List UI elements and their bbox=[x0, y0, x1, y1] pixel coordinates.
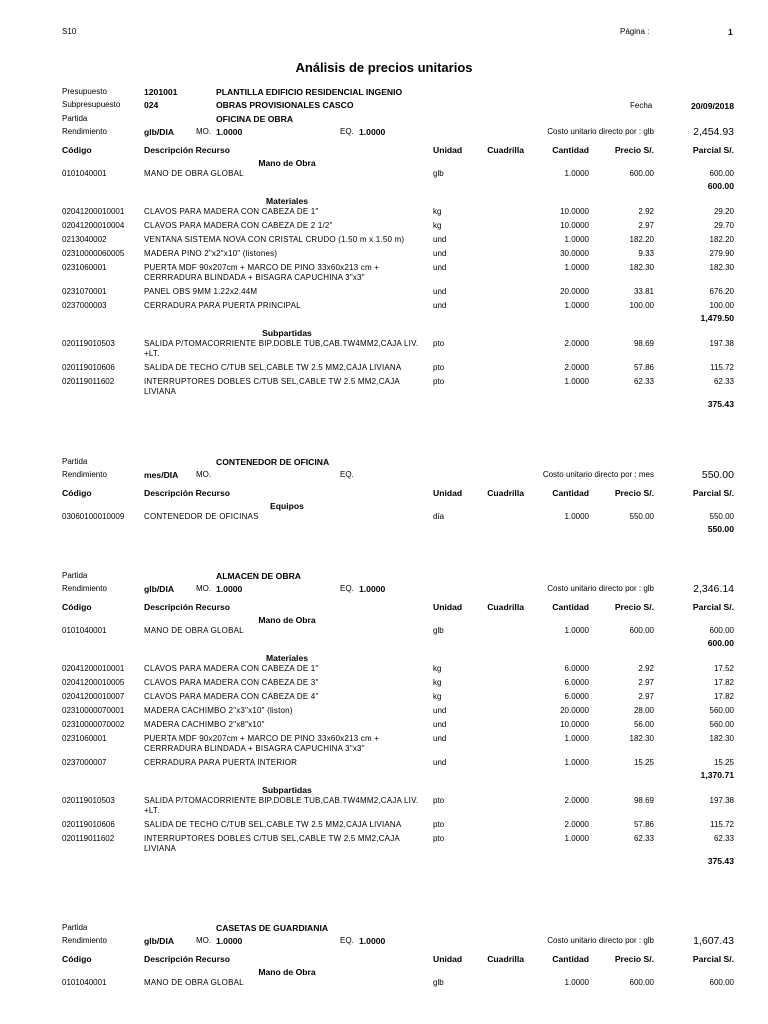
mo-value: 1.0000 bbox=[216, 936, 243, 946]
rendimiento-unit: mes/DIA bbox=[144, 470, 179, 480]
row-unit: pto bbox=[433, 377, 445, 386]
row-code: 02041200010007 bbox=[62, 692, 125, 701]
row-description: INTERRUPTORES DOBLES C/TUB SEL,CABLE TW 2.5 MM2,CAJA LIVIANA bbox=[144, 834, 400, 853]
row-unit: und bbox=[433, 249, 447, 258]
rendimiento-unit: glb/DIA bbox=[144, 127, 175, 137]
row-quantity: 1.0000 bbox=[564, 834, 589, 843]
row-quantity: 2.0000 bbox=[564, 363, 589, 372]
row-code: 02041200010004 bbox=[62, 221, 125, 230]
row-description: SALIDA DE TECHO C/TUB SEL,CABLE TW 2.5 MM2,CAJA LIVIANA bbox=[144, 363, 402, 372]
row-description: SALIDA DE TECHO C/TUB SEL,CABLE TW 2.5 MM2,CAJA LIVIANA bbox=[144, 820, 402, 829]
row-price: 56.00 bbox=[633, 720, 654, 729]
row-price: 600.00 bbox=[629, 169, 654, 178]
row-price: 62.33 bbox=[633, 377, 654, 386]
row-description: PUERTA MDF 90x207cm + MARCO DE PINO 33x60x213 cm + CERRRADURA BLINDADA + BISAGRA CAPUCHINA 3"x3" bbox=[144, 734, 380, 753]
row-code: 0231060001 bbox=[62, 734, 107, 743]
col-cantidad: Cantidad bbox=[552, 602, 589, 612]
col-codigo: Código bbox=[62, 954, 92, 964]
costo-label: Costo unitario directo por : glb bbox=[547, 127, 654, 136]
row-price: 98.69 bbox=[633, 339, 654, 348]
row-description: SALIDA P/TOMACORRIENTE BIP.DOBLE TUB,CAB.TW4MM2,CAJA LIV. +LT. bbox=[144, 796, 419, 815]
row-description: MADERA PINO 2"x2"x10" (listones) bbox=[144, 249, 278, 258]
row-description: CLAVOS PARA MADERA CON CABEZA DE 3" bbox=[144, 678, 319, 687]
mo-label: MO. bbox=[196, 936, 212, 945]
row-unit: pto bbox=[433, 339, 445, 348]
row-description: MADERA CACHIMBO 2"x8"x10" bbox=[144, 720, 265, 729]
row-description: MANO DE OBRA GLOBAL bbox=[144, 169, 244, 178]
rendimiento-label: Rendimiento bbox=[62, 127, 107, 136]
row-description: CONTENEDOR DE OFICINAS bbox=[144, 512, 259, 521]
row-partial: 197.38 bbox=[709, 339, 734, 348]
costo-label: Costo unitario directo por : mes bbox=[542, 470, 654, 479]
col-parcial: Parcial S/. bbox=[692, 145, 734, 155]
row-unit: glb bbox=[433, 978, 444, 987]
col-precio: Precio S/. bbox=[614, 145, 654, 155]
row-price: 2.97 bbox=[638, 221, 654, 230]
row-price: 15.25 bbox=[633, 758, 654, 767]
eq-label: EQ. bbox=[340, 470, 354, 479]
row-code: 02041200010001 bbox=[62, 664, 125, 673]
row-code: 03060100010009 bbox=[62, 512, 125, 521]
row-partial: 560.00 bbox=[709, 706, 734, 715]
row-unit: día bbox=[433, 512, 445, 521]
row-unit: kg bbox=[433, 664, 442, 673]
row-quantity: 1.0000 bbox=[564, 734, 589, 743]
col-cuadrilla: Cuadrilla bbox=[487, 954, 524, 964]
section-title: Materiales bbox=[265, 196, 309, 206]
row-code: 0101040001 bbox=[62, 978, 107, 987]
row-unit: und bbox=[433, 263, 447, 272]
row-unit: pto bbox=[433, 820, 445, 829]
row-quantity: 6.0000 bbox=[564, 664, 589, 673]
section-subtotal: 600.00 bbox=[707, 181, 734, 191]
costo-value: 2,346.14 bbox=[693, 583, 734, 595]
row-partial: 17.52 bbox=[713, 664, 734, 673]
section-subtotal: 600.00 bbox=[707, 638, 734, 648]
row-price: 100.00 bbox=[629, 301, 654, 310]
row-price: 600.00 bbox=[629, 626, 654, 635]
row-code: 020119010606 bbox=[62, 363, 115, 372]
costo-label: Costo unitario directo por : glb bbox=[547, 584, 654, 593]
row-partial: 100.00 bbox=[709, 301, 734, 310]
row-quantity: 20.0000 bbox=[560, 706, 589, 715]
col-codigo: Código bbox=[62, 145, 92, 155]
col-parcial: Parcial S/. bbox=[692, 488, 734, 498]
row-code: 02310000070001 bbox=[62, 706, 125, 715]
section-subtotal: 1,479.50 bbox=[700, 313, 734, 323]
row-unit: pto bbox=[433, 796, 445, 805]
row-quantity: 1.0000 bbox=[564, 301, 589, 310]
row-code: 02310000060005 bbox=[62, 249, 125, 258]
mo-value: 1.0000 bbox=[216, 127, 243, 137]
partida-name: ALMACEN DE OBRA bbox=[216, 571, 301, 581]
row-price: 600.00 bbox=[629, 978, 654, 987]
row-code: 020119010503 bbox=[62, 339, 115, 348]
row-quantity: 2.0000 bbox=[564, 796, 589, 805]
row-unit: und bbox=[433, 287, 447, 296]
row-quantity: 20.0000 bbox=[560, 287, 589, 296]
col-cuadrilla: Cuadrilla bbox=[487, 602, 524, 612]
row-partial: 17.82 bbox=[713, 678, 734, 687]
row-partial: 600.00 bbox=[709, 626, 734, 635]
row-partial: 560.00 bbox=[709, 720, 734, 729]
row-partial: 600.00 bbox=[709, 169, 734, 178]
row-partial: 550.00 bbox=[709, 512, 734, 521]
costo-value: 2,454.93 bbox=[693, 126, 734, 138]
partida-name: CONTENEDOR DE OFICINA bbox=[216, 457, 330, 467]
row-price: 62.33 bbox=[633, 834, 654, 843]
row-price: 2.92 bbox=[638, 207, 654, 216]
eq-value: 1.0000 bbox=[359, 127, 386, 137]
mo-label: MO. bbox=[196, 584, 212, 593]
row-description: MANO DE OBRA GLOBAL bbox=[144, 626, 244, 635]
row-partial: 279.90 bbox=[709, 249, 734, 258]
rendimiento-label: Rendimiento bbox=[62, 470, 107, 479]
row-code: 020119010503 bbox=[62, 796, 115, 805]
row-description: CLAVOS PARA MADERA CON CABEZA DE 4" bbox=[144, 692, 319, 701]
mo-label: MO. bbox=[196, 470, 212, 479]
row-partial: 62.33 bbox=[713, 377, 734, 386]
row-partial: 115.72 bbox=[710, 363, 734, 372]
section-title: Mano de Obra bbox=[258, 615, 316, 625]
row-price: 9.33 bbox=[638, 249, 654, 258]
report-code: S10 bbox=[62, 27, 77, 36]
row-code: 020119011602 bbox=[62, 377, 115, 386]
row-partial: 182.30 bbox=[709, 263, 734, 272]
row-description: INTERRUPTORES DOBLES C/TUB SEL,CABLE TW 2.5 MM2,CAJA LIVIANA bbox=[144, 377, 400, 396]
row-code: 0101040001 bbox=[62, 626, 107, 635]
rendimiento-label: Rendimiento bbox=[62, 584, 107, 593]
col-descripcion: Descripción Recurso bbox=[144, 488, 230, 498]
presupuesto-code: 1201001 bbox=[144, 87, 178, 97]
row-code: 02310000070002 bbox=[62, 720, 125, 729]
row-unit: kg bbox=[433, 692, 442, 701]
row-quantity: 2.0000 bbox=[564, 339, 589, 348]
row-description: PANEL OBS 9MM 1.22x2.44M bbox=[144, 287, 258, 296]
row-quantity: 10.0000 bbox=[560, 720, 589, 729]
row-price: 28.00 bbox=[633, 706, 654, 715]
row-code: 0101040001 bbox=[62, 169, 107, 178]
col-cuadrilla: Cuadrilla bbox=[487, 145, 524, 155]
costo-label: Costo unitario directo por : glb bbox=[547, 936, 654, 945]
costo-value: 550.00 bbox=[701, 469, 734, 481]
fecha-label: Fecha bbox=[630, 101, 653, 110]
presupuesto-label: Presupuesto bbox=[62, 87, 107, 96]
row-description: CERRADURA PARA PUERTA INTERIOR bbox=[144, 758, 298, 767]
row-price: 33.81 bbox=[633, 287, 654, 296]
row-partial: 15.25 bbox=[713, 758, 734, 767]
row-unit: pto bbox=[433, 834, 445, 843]
partida-name: CASETAS DE GUARDIANIA bbox=[216, 923, 329, 933]
row-partial: 29.20 bbox=[713, 207, 734, 216]
subpresupuesto-code: 024 bbox=[144, 100, 159, 110]
row-code: 0231070001 bbox=[62, 287, 107, 296]
eq-value: 1.0000 bbox=[359, 584, 386, 594]
partida-label: Partida bbox=[62, 923, 88, 932]
row-unit: glb bbox=[433, 169, 444, 178]
subpresupuesto-name: OBRAS PROVISIONALES CASCO bbox=[216, 100, 354, 110]
col-unidad: Unidad bbox=[433, 602, 463, 612]
section-title: Subpartidas bbox=[262, 328, 312, 338]
row-quantity: 1.0000 bbox=[564, 978, 589, 987]
row-partial: 17.82 bbox=[713, 692, 734, 701]
row-quantity: 10.0000 bbox=[560, 207, 589, 216]
row-quantity: 1.0000 bbox=[564, 263, 589, 272]
col-parcial: Parcial S/. bbox=[692, 602, 734, 612]
section-subtotal: 550.00 bbox=[707, 524, 734, 534]
row-quantity: 1.0000 bbox=[564, 169, 589, 178]
page-title: Análisis de precios unitarios bbox=[295, 60, 473, 75]
section-subtotal: 375.43 bbox=[707, 399, 734, 409]
row-partial: 182.30 bbox=[709, 734, 734, 743]
col-cantidad: Cantidad bbox=[552, 145, 589, 155]
col-cuadrilla: Cuadrilla bbox=[487, 488, 524, 498]
presupuesto-name: PLANTILLA EDIFICIO RESIDENCIAL INGENIO bbox=[216, 87, 403, 97]
row-quantity: 10.0000 bbox=[560, 221, 589, 230]
partida-label: Partida bbox=[62, 457, 88, 466]
row-description: PUERTA MDF 90x207cm + MARCO DE PINO 33x60x213 cm + CERRRADURA BLINDADA + BISAGRA CAPUCHINA 3"x3" bbox=[144, 263, 380, 282]
section-title: Subpartidas bbox=[262, 785, 312, 795]
col-parcial: Parcial S/. bbox=[692, 954, 734, 964]
row-code: 02041200010005 bbox=[62, 678, 125, 687]
row-price: 182.30 bbox=[629, 734, 654, 743]
col-codigo: Código bbox=[62, 602, 92, 612]
eq-label: EQ. bbox=[340, 936, 354, 945]
row-unit: kg bbox=[433, 678, 442, 687]
mo-label: MO. bbox=[196, 127, 212, 136]
section-subtotal: 1,370.71 bbox=[700, 770, 734, 780]
row-description: SALIDA P/TOMACORRIENTE BIP.DOBLE TUB,CAB.TW4MM2,CAJA LIV. +LT. bbox=[144, 339, 419, 358]
section-title: Equipos bbox=[270, 501, 304, 511]
col-unidad: Unidad bbox=[433, 954, 463, 964]
section-title: Materiales bbox=[265, 653, 309, 663]
row-code: 02041200010001 bbox=[62, 207, 125, 216]
row-description: VENTANA SISTEMA NOVA CON CRISTAL CRUDO (1.50 m x 1.50 m) bbox=[144, 235, 405, 244]
row-unit: pto bbox=[433, 363, 445, 372]
row-price: 182.30 bbox=[629, 263, 654, 272]
row-partial: 182.20 bbox=[709, 235, 734, 244]
row-price: 2.97 bbox=[638, 678, 654, 687]
col-precio: Precio S/. bbox=[614, 954, 654, 964]
row-price: 182.20 bbox=[629, 235, 654, 244]
row-price: 2.92 bbox=[638, 664, 654, 673]
section-title: Mano de Obra bbox=[258, 158, 316, 168]
row-code: 0213040002 bbox=[62, 235, 107, 244]
row-partial: 600.00 bbox=[709, 978, 734, 987]
row-quantity: 2.0000 bbox=[564, 820, 589, 829]
row-unit: und bbox=[433, 706, 447, 715]
partida-label: Partida bbox=[62, 571, 88, 580]
row-price: 2.97 bbox=[638, 692, 654, 701]
row-description: CERRADURA PARA PUERTA PRINCIPAL bbox=[144, 301, 301, 310]
row-unit: und bbox=[433, 734, 447, 743]
row-quantity: 1.0000 bbox=[564, 235, 589, 244]
row-unit: und bbox=[433, 758, 447, 767]
row-description: CLAVOS PARA MADERA CON CABEZA DE 2 1/2" bbox=[144, 221, 333, 230]
rendimiento-label: Rendimiento bbox=[62, 936, 107, 945]
row-quantity: 1.0000 bbox=[564, 512, 589, 521]
row-description: MANO DE OBRA GLOBAL bbox=[144, 978, 244, 987]
col-codigo: Código bbox=[62, 488, 92, 498]
section-title: Mano de Obra bbox=[258, 967, 316, 977]
row-code: 0231060001 bbox=[62, 263, 107, 272]
partida-name: OFICINA DE OBRA bbox=[216, 114, 294, 124]
page-label: Página : bbox=[620, 27, 650, 36]
row-quantity: 1.0000 bbox=[564, 758, 589, 767]
row-description: CLAVOS PARA MADERA CON CABEZA DE 1" bbox=[144, 207, 319, 216]
row-code: 0237000003 bbox=[62, 301, 107, 310]
costo-value: 1,607.43 bbox=[693, 935, 734, 947]
row-partial: 62.33 bbox=[713, 834, 734, 843]
partida-label: Partida bbox=[62, 114, 88, 123]
col-descripcion: Descripción Recurso bbox=[144, 602, 230, 612]
row-unit: und bbox=[433, 235, 447, 244]
row-code: 0237000007 bbox=[62, 758, 107, 767]
row-price: 57.86 bbox=[633, 820, 654, 829]
row-code: 020119010606 bbox=[62, 820, 115, 829]
row-description: CLAVOS PARA MADERA CON CABEZA DE 1" bbox=[144, 664, 319, 673]
fecha-value: 20/09/2018 bbox=[690, 101, 734, 111]
col-precio: Precio S/. bbox=[614, 602, 654, 612]
row-price: 550.00 bbox=[629, 512, 654, 521]
subpresupuesto-label: Subpresupuesto bbox=[62, 100, 121, 109]
col-cantidad: Cantidad bbox=[552, 488, 589, 498]
row-partial: 115.72 bbox=[710, 820, 734, 829]
row-unit: und bbox=[433, 720, 447, 729]
row-price: 98.69 bbox=[633, 796, 654, 805]
row-unit: kg bbox=[433, 221, 442, 230]
row-partial: 676.20 bbox=[709, 287, 734, 296]
col-descripcion: Descripción Recurso bbox=[144, 145, 230, 155]
eq-label: EQ. bbox=[340, 127, 354, 136]
col-descripcion: Descripción Recurso bbox=[144, 954, 230, 964]
page-number: 1 bbox=[728, 27, 733, 37]
col-cantidad: Cantidad bbox=[552, 954, 589, 964]
row-quantity: 1.0000 bbox=[564, 377, 589, 386]
row-partial: 197.38 bbox=[709, 796, 734, 805]
row-quantity: 1.0000 bbox=[564, 626, 589, 635]
row-quantity: 6.0000 bbox=[564, 692, 589, 701]
row-description: MADERA CACHIMBO 2"x3"x10" (liston) bbox=[144, 706, 293, 715]
row-partial: 29.70 bbox=[713, 221, 734, 230]
section-subtotal: 375.43 bbox=[707, 856, 734, 866]
row-quantity: 30.0000 bbox=[560, 249, 589, 258]
row-quantity: 6.0000 bbox=[564, 678, 589, 687]
row-code: 020119011602 bbox=[62, 834, 115, 843]
col-unidad: Unidad bbox=[433, 488, 463, 498]
eq-label: EQ. bbox=[340, 584, 354, 593]
mo-value: 1.0000 bbox=[216, 584, 243, 594]
row-price: 57.86 bbox=[633, 363, 654, 372]
rendimiento-unit: glb/DIA bbox=[144, 584, 175, 594]
rendimiento-unit: glb/DIA bbox=[144, 936, 175, 946]
row-unit: und bbox=[433, 301, 447, 310]
row-unit: kg bbox=[433, 207, 442, 216]
eq-value: 1.0000 bbox=[359, 936, 386, 946]
row-unit: glb bbox=[433, 626, 444, 635]
col-precio: Precio S/. bbox=[614, 488, 654, 498]
col-unidad: Unidad bbox=[433, 145, 463, 155]
